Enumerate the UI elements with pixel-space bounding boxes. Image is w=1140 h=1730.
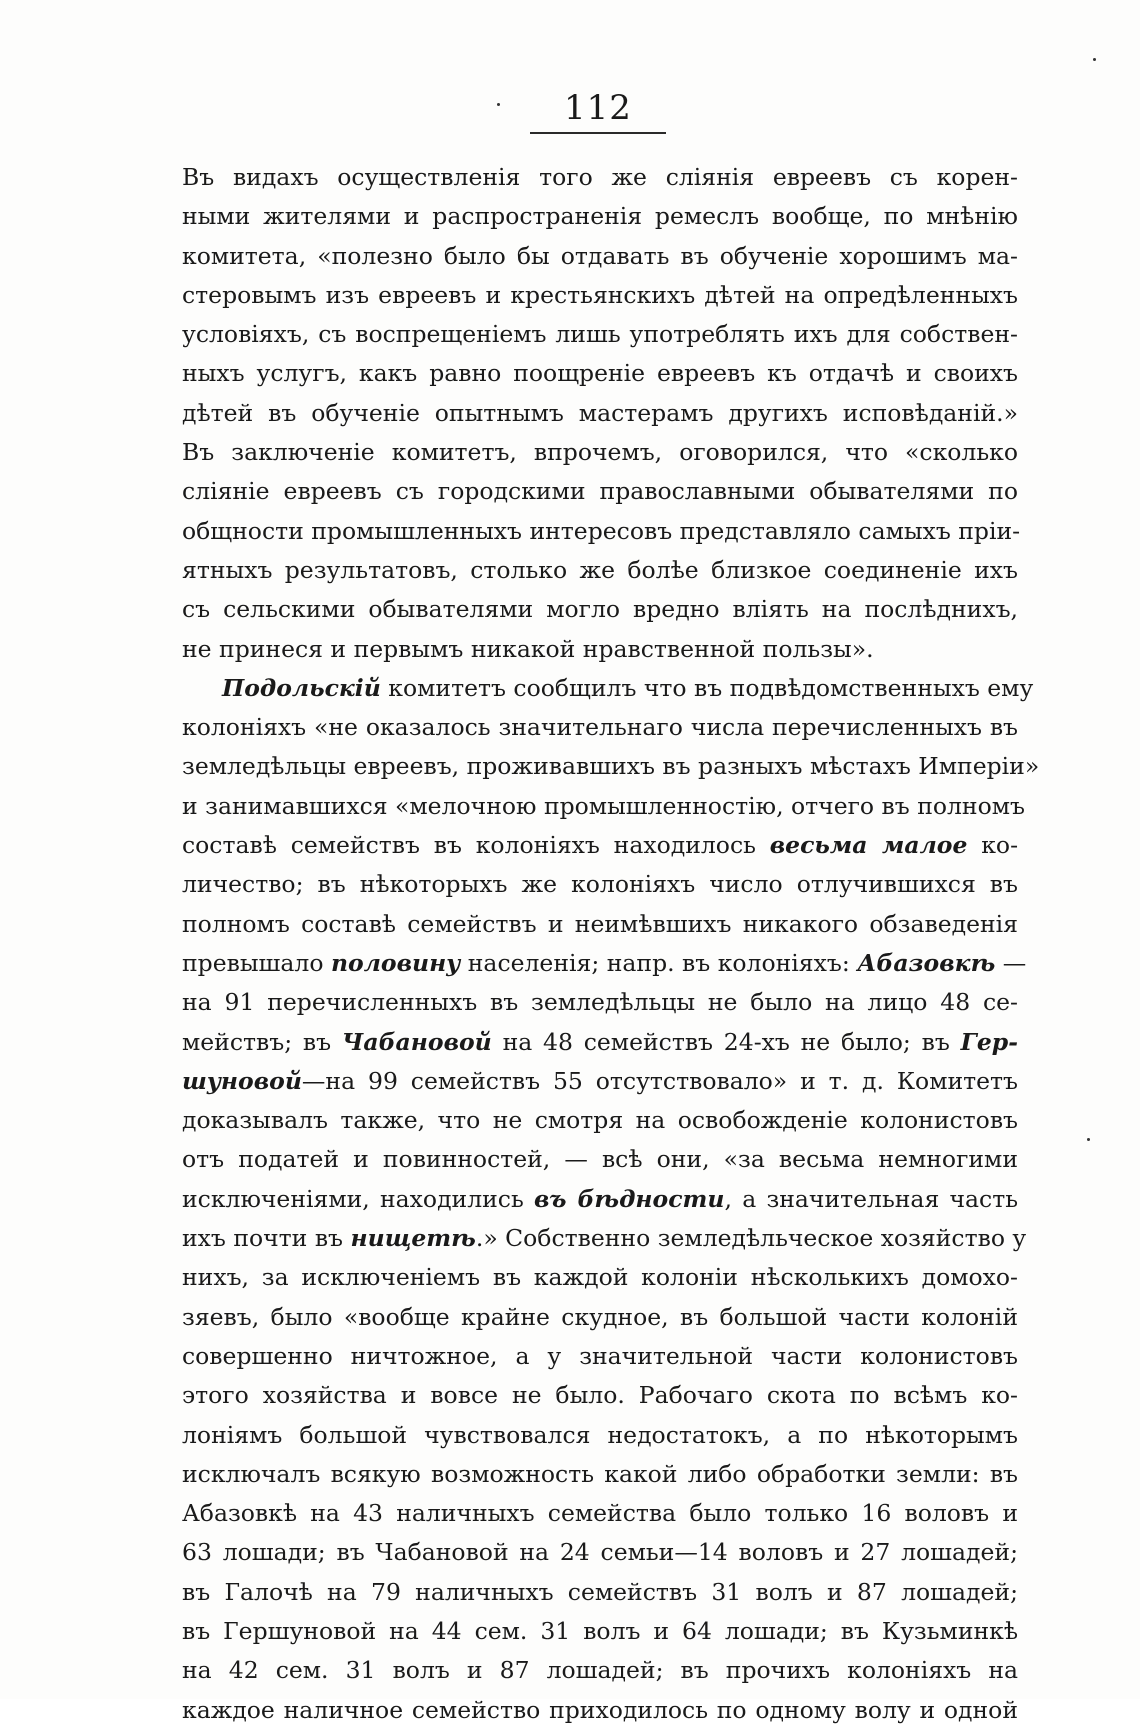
text-line: лоніямъ большой чувствовался недостатокъ, а по нѣкоторымъ (182, 1420, 1018, 1449)
text-line: каждое наличное семейство приходилось по одному волу и одной (182, 1695, 1018, 1724)
text-line (182, 1180, 1018, 1219)
text-line: ныхъ услугъ, какъ равно поощреніе евреевъ къ отдачѣ и своихъ (182, 359, 1018, 388)
body-text (182, 158, 1040, 1730)
text-line: ятныхъ результатовъ, столько же болѣе близкое соединеніе ихъ (182, 555, 1018, 584)
italic-emphasis: нищетѣ (350, 1224, 476, 1253)
text-line: полномъ составѣ семействъ и неимѣвшихъ никакого обзаведенія (182, 909, 1018, 938)
text-line: условіяхъ, съ воспрещеніемъ лишь употреблять ихъ для собствен- (182, 320, 1018, 349)
text-line: въ Галочѣ на 79 наличныхъ семействъ 31 волъ и 87 лошадей; (182, 1577, 1018, 1606)
italic-name: Гер- (960, 1027, 1018, 1056)
text-line: ными жителями и распространенія ремеслъ вообще, по мнѣнію (182, 202, 1018, 231)
text-line: личество; въ нѣкоторыхъ же колоніяхъ число отлучившихся въ (182, 870, 1018, 899)
text-line: общности промышленныхъ интересовъ представляло самыхъ пріи- (182, 516, 1021, 545)
text-line: зяевъ, было «вообще крайне скудное, въ большой части колоній (182, 1302, 1018, 1331)
line-text: комитетъ сообщилъ что въ подвѣдомственныхъ ему (380, 673, 1034, 702)
text-line: совершенно ничтожное, а у значительной части колонистовъ (182, 1341, 1018, 1370)
text-line: Абазовкѣ на 43 наличныхъ семейства было только 16 воловъ и (182, 1499, 1018, 1528)
text-line: Въ заключеніе комитетъ, впрочемъ, оговорился, что «сколько (182, 438, 1018, 467)
text-line (182, 1023, 1018, 1062)
italic-emphasis: половину (330, 948, 461, 977)
line-text: на 48 семействъ 24-хъ не было; въ (491, 1027, 961, 1056)
header-rule (530, 132, 666, 134)
page-number: 112 (564, 88, 632, 128)
text-line: комитета, «полезно было бы отдавать въ обученіе хорошимъ ма- (182, 241, 1018, 270)
text-line: на 42 сем. 31 волъ и 87 лошадей; въ прочихъ колоніяхъ на (182, 1656, 1018, 1685)
italic-emphasis: въ бѣдности (533, 1184, 725, 1213)
line-text: превышало (182, 948, 331, 977)
text-line: доказывалъ также, что не смотря на освобожденіе колонистовъ (182, 1106, 1018, 1135)
paragraph-1 (182, 158, 1021, 669)
line-text: .» Собственно земледѣльческое хозяйство у (475, 1224, 1027, 1253)
text-line (182, 669, 1034, 708)
text-line: дѣтей въ обученіе опытнымъ мастерамъ другихъ исповѣданій.» (182, 398, 1018, 427)
italic-name: Абазовкѣ (857, 948, 996, 977)
text-line (182, 1219, 1027, 1258)
text-line: не принеся и первымъ никакой нравственной пользы». (182, 634, 874, 663)
line-text: — (995, 948, 1027, 977)
line-text: ихъ почти въ (182, 1224, 351, 1253)
text-line: нихъ, за исключеніемъ въ каждой колоніи нѣсколькихъ домохо- (182, 1263, 1018, 1292)
text-line (182, 1062, 1018, 1101)
line-text: составѣ семействъ въ колоніяхъ находилось (182, 831, 770, 860)
text-line: въ Гершуновой на 44 сем. 31 волъ и 64 лошади; въ Кузьминкѣ (182, 1616, 1018, 1645)
italic-name: Подольскій (222, 673, 381, 702)
text-line: Въ видахъ осуществленія того же сліянія евреевъ съ корен- (182, 163, 1018, 191)
print-speck (1087, 1138, 1090, 1141)
text-line: отъ податей и повинностей, — всѣ они, «за весьма немногими (182, 1145, 1018, 1174)
text-line: исключалъ всякую возможность какой либо обработки земли: въ (182, 1459, 1018, 1488)
text-line (182, 944, 1027, 983)
line-text: , а значительная часть (724, 1184, 1019, 1213)
page-header (530, 86, 666, 134)
italic-name: шуновой (182, 1066, 302, 1095)
text-line: съ сельскими обывателями могло вредно вліять на послѣднихъ, (182, 595, 1018, 624)
line-text: —на 99 семействъ 55 отсутствовало» и т. д. Комитетъ (301, 1066, 1018, 1095)
paragraph-2 (182, 669, 1040, 1730)
text-line: и занимавшихся «мелочною промышленностію, отчего въ полномъ (182, 791, 1025, 820)
text-line: сліяніе евреевъ съ городскими православными обывателями по (182, 477, 1018, 506)
line-text: ко- (967, 831, 1019, 860)
text-line: колоніяхъ «не оказалось значительнаго числа перечисленныхъ въ (182, 713, 1018, 742)
italic-emphasis: весьма малое (769, 831, 968, 860)
text-line: на 91 перечисленныхъ въ земледѣльцы не было на лицо 48 се- (182, 988, 1018, 1017)
text-line: земледѣльцы евреевъ, проживавшихъ въ разныхъ мѣстахъ Имперіи» (182, 752, 1040, 781)
text-line: 63 лошади; въ Чабановой на 24 семьи—14 воловъ и 27 лошадей; (182, 1538, 1018, 1567)
italic-name: Чабановой (341, 1027, 492, 1056)
print-speck (497, 103, 500, 106)
text-line: стеровымъ изъ евреевъ и крестьянскихъ дѣтей на опредѣленныхъ (182, 280, 1018, 309)
print-speck (1093, 58, 1096, 61)
line-text: исключеніями, находились (182, 1184, 534, 1213)
text-line: этого хозяйства и вовсе не было. Рабочаго скота по всѣмъ ко- (182, 1381, 1018, 1410)
line-text: мействъ; въ (182, 1027, 342, 1056)
line-text: населенія; напр. въ колоніяхъ: (460, 948, 858, 977)
text-line (182, 826, 1018, 865)
